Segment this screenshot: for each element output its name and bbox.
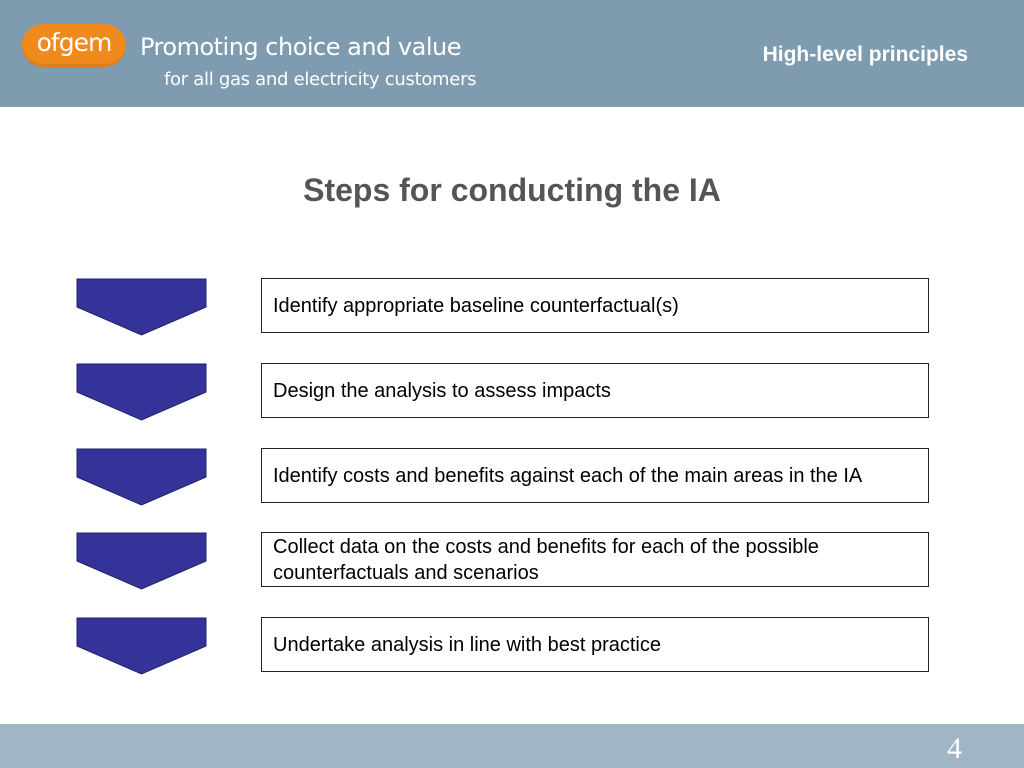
step-label-3: Identify costs and benefits against each of the main areas in the IA: [273, 464, 863, 487]
step-label-5: Undertake analysis in line with best practice: [273, 633, 661, 656]
step-box-1: [261, 278, 929, 333]
page-number: 4: [947, 732, 962, 765]
chevron-down-icon: [76, 532, 207, 590]
chevron-down-icon: [76, 278, 207, 336]
step-label-4: Collect data on the costs and benefits for each of the possible counterfactuals and scenarios: [273, 535, 819, 584]
step-box-5: [261, 617, 929, 672]
step-label-2: Design the analysis to assess impacts: [273, 379, 611, 402]
tagline-line-2: for all gas and electricity customers: [164, 69, 477, 90]
chevron-down-icon: [76, 363, 207, 421]
ofgem-logo: [22, 24, 126, 67]
step-box-2: [261, 363, 929, 418]
chevron-down-icon: [76, 448, 207, 506]
logo-text: ofgem: [36, 28, 112, 57]
footer-bar: [0, 724, 1024, 768]
step-box-4: [261, 532, 929, 587]
section-title: High-level principles: [762, 43, 968, 66]
step-label-1: Identify appropriate baseline counterfactual(s): [273, 294, 679, 317]
chevron-down-icon: [76, 617, 207, 675]
slide-title: Steps for conducting the IA: [303, 172, 721, 208]
header-bar: [0, 0, 1024, 107]
tagline-line-1: Promoting choice and value: [140, 33, 461, 61]
step-box-3: [261, 448, 929, 503]
